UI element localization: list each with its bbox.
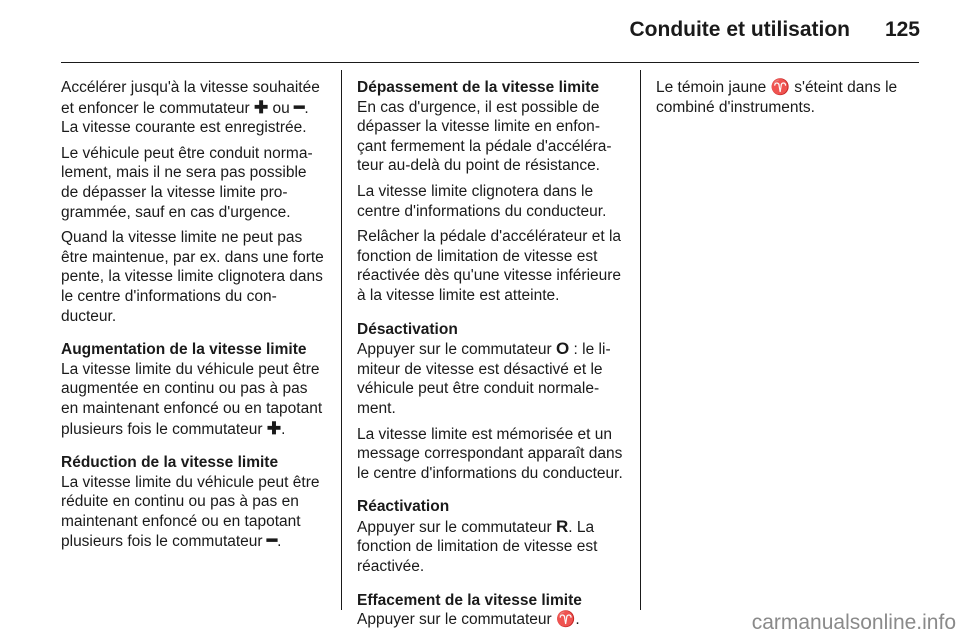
column-2 xyxy=(357,78,624,636)
paragraph xyxy=(357,517,624,577)
section-heading: Réactivation xyxy=(357,498,450,516)
paragraph: Quand la vitesse limite ne peut pas être maintenue, par ex. dans une forte pente, la vitesse limite clignotera dans le centre d'informations du conducteur. xyxy=(61,229,324,325)
running-header-title: Conduite et utilisation xyxy=(629,18,850,41)
text: Accélérer jusqu'à la vitesse souhaitée et enfoncer le commutateur xyxy=(61,79,320,117)
column-divider-2 xyxy=(640,70,641,610)
section-increase-limit xyxy=(61,340,326,439)
text: . xyxy=(281,420,286,438)
resume-switch-icon: R xyxy=(556,516,569,536)
plus-switch-icon: ✚ xyxy=(254,97,269,117)
speed-limiter-icon: ♈ xyxy=(770,79,790,96)
text: Appuyer sur le commutateur xyxy=(357,611,557,629)
text: . La fonction de limitation de vitesse est réactivée. xyxy=(357,518,598,576)
page-number: 125 xyxy=(884,18,920,41)
off-switch-icon: O xyxy=(556,339,570,359)
section-heading: Réduction de la vitesse limite xyxy=(61,454,279,472)
text: La vitesse limite du véhicule peut être augmentée en continu ou pas à pas en maintenant enfoncé ou en tapotant plusieurs fois le commutateur xyxy=(61,360,323,438)
section-heading: Augmentation de la vitesse limite xyxy=(61,341,307,359)
minus-switch-icon: ━ xyxy=(266,531,278,551)
watermark: carmanualsonline.info xyxy=(751,611,956,634)
text: . La vitesse courante est enregistrée. xyxy=(61,99,309,137)
plus-switch-icon: ✚ xyxy=(266,418,282,438)
text: . xyxy=(575,611,580,629)
text: Appuyer sur le commutateur xyxy=(357,341,557,359)
section-heading: Dépassement de la vitesse limite xyxy=(357,79,600,96)
header-rule xyxy=(61,62,919,63)
text: . xyxy=(277,533,282,551)
paragraph: La vitesse limite est mémorisée et un message correspondant apparaît dans le centre d'informations du conducteur. xyxy=(357,425,623,482)
section-reactivation xyxy=(357,497,624,576)
section-reduce-limit xyxy=(61,453,326,552)
paragraph xyxy=(61,473,326,552)
section-clear-limit xyxy=(357,591,624,630)
column-3 xyxy=(656,78,920,123)
minus-switch-icon: ━ xyxy=(294,97,305,117)
paragraph xyxy=(357,610,624,630)
paragraph xyxy=(357,339,624,418)
column-1 xyxy=(61,78,326,558)
paragraph xyxy=(61,78,326,138)
section-heading: Désactivation xyxy=(357,320,458,338)
section-exceed-limit xyxy=(357,78,624,306)
text: La vitesse limite du véhicule peut être réduite en continu ou pas à pas en maintenant enfoncé ou en tapotant plusieurs fois le commutateur xyxy=(61,473,320,551)
section-heading: Effacement de la vitesse limite xyxy=(357,591,582,609)
text: s'éteint dans le combiné d'instruments. xyxy=(656,79,898,116)
column-divider-1 xyxy=(341,70,342,610)
text: Appuyer sur le commutateur xyxy=(357,518,557,536)
section-deactivation xyxy=(357,320,624,484)
text: Le témoin jaune xyxy=(656,79,771,96)
text: ou xyxy=(268,99,295,117)
paragraph xyxy=(656,78,920,117)
paragraph: Le véhicule peut être conduit normalement, mais il ne sera pas possible de dépasser la vitesse limite programmée, sauf en cas d'urgence. xyxy=(61,144,313,221)
paragraph: La vitesse limite clignotera dans le centre d'informations du conducteur. xyxy=(357,182,607,220)
text: : le limiteur de vitesse est désactivé et le véhicule peut être conduit normalement. xyxy=(357,341,611,417)
paragraph xyxy=(61,360,326,439)
paragraph: En cas d'urgence, il est possible de dépasser la vitesse limite en enfonçant fermement la pédale d'accélérateur au-delà du point de résistance. xyxy=(357,98,612,175)
speed-limiter-icon: ♈ xyxy=(556,611,576,629)
paragraph: Relâcher la pédale d'accélérateur et la fonction de limitation de vitesse est réactivée dès qu'une vitesse inférieure à la vitesse limite est atteinte. xyxy=(357,228,622,304)
